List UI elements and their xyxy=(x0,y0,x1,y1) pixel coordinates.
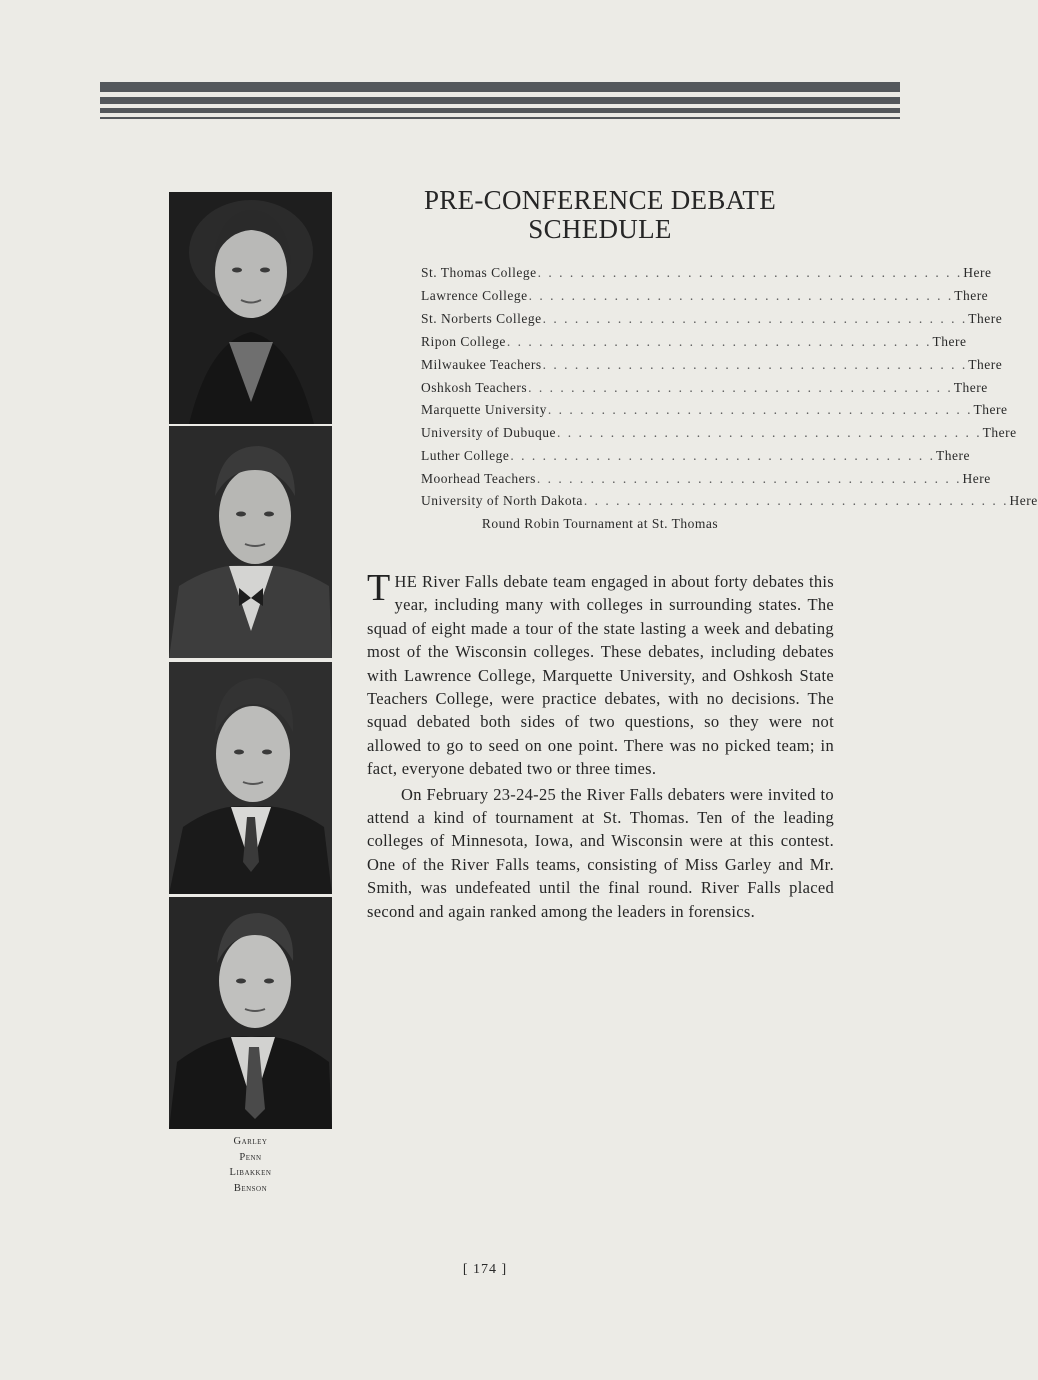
rule-hairline xyxy=(100,117,900,119)
portrait-photo-penn xyxy=(169,426,332,658)
rule-thick xyxy=(100,82,900,92)
paragraph-1 xyxy=(367,567,834,781)
schedule-row xyxy=(421,425,1017,447)
leader-dots: . . . . . . . . . . . . . . . . . . . . . . . . . . . . . . . . . . . . . . . . xyxy=(542,357,968,372)
schedule-venue: There xyxy=(932,334,967,349)
schedule-row xyxy=(421,334,967,356)
schedule-venue: There xyxy=(935,448,970,463)
caption-name: Benson xyxy=(233,1182,268,1194)
leader-dots: . . . . . . . . . . . . . . . . . . . . . . . . . . . . . . . . . . . . . . . . xyxy=(547,402,973,417)
paragraph-1-text: River Falls debate team engaged in about forty debates this year, including many with colleges in surrounding states. The squad of eight made a tour of the state lasting a week and debating most of the Wisconsin colleges. These debates, including debates with Lawrence College, Marquette University, and Oshkosh State Teachers College, were practice debates, with no decisions. The squad debated both sides of two questions, so they were not allowed to go to seed on one point. There was no picked team; in fact, everyone debated two or three times. xyxy=(367,572,834,779)
schedule-team: Milwaukee Teachers xyxy=(421,357,542,372)
schedule-venue: Here xyxy=(963,265,992,280)
schedule-team: Oshkosh Teachers xyxy=(421,380,528,395)
title-line-2: SCHEDULE xyxy=(528,214,672,244)
portrait-captions xyxy=(169,1134,332,1196)
schedule-team: St. Thomas College xyxy=(421,265,537,280)
schedule-venue: Here xyxy=(962,471,991,486)
caption-name: Penn xyxy=(239,1151,262,1163)
schedule-row xyxy=(421,471,991,493)
leader-dots: . . . . . . . . . . . . . . . . . . . . . . . . . . . . . . . . . . . . . . . . xyxy=(528,288,954,303)
schedule-team: Ripon College xyxy=(421,334,506,349)
tournament-note: Round Robin Tournament at St. Thomas xyxy=(481,516,719,531)
leader-dots: . . . . . . . . . . . . . . . . . . . . . . . . . . . . . . . . . . . . . . . . xyxy=(510,448,935,463)
schedule-row xyxy=(421,402,1008,424)
page-number: [ 174 ] xyxy=(462,1262,508,1277)
leader-dots: . . . . . . . . . . . . . . . . . . . . . . . . . . . . . . . . . . . . . . . . xyxy=(537,265,963,280)
schedule-row xyxy=(421,357,1003,379)
schedule-row xyxy=(421,288,989,310)
schedule-row xyxy=(421,448,970,470)
schedule-team: Marquette University xyxy=(421,402,547,417)
schedule-team: Lawrence College xyxy=(421,288,528,303)
article-body xyxy=(367,567,834,923)
page-title xyxy=(370,186,830,244)
schedule-venue: There xyxy=(982,425,1017,440)
caption-name: Garley xyxy=(233,1136,268,1147)
schedule-venue: There xyxy=(973,402,1008,417)
portrait-photo-benson xyxy=(169,897,332,1129)
schedule-venue: There xyxy=(954,288,989,303)
rule-thin xyxy=(100,108,900,113)
schedule-venue: Here xyxy=(1009,493,1038,508)
schedule-team: University of North Dakota xyxy=(421,493,583,508)
lead-smallcaps: HE xyxy=(394,572,418,591)
leader-dots: . . . . . . . . . . . . . . . . . . . . . . . . . . . . . . . . . . . . . . . . xyxy=(542,311,968,326)
schedule-venue: There xyxy=(968,311,1003,326)
title-line-1: PRE-CONFERENCE DEBATE xyxy=(423,185,777,215)
schedule-row xyxy=(421,493,1038,515)
schedule-team: Luther College xyxy=(421,448,510,463)
schedule-team: St. Norberts College xyxy=(421,311,542,326)
schedule-row xyxy=(421,380,988,402)
leader-dots: . . . . . . . . . . . . . . . . . . . . . . . . . . . . . . . . . . . . . . . . xyxy=(536,471,962,486)
portrait-photo-garley xyxy=(169,192,332,424)
leader-dots: . . . . . . . . . . . . . . . . . . . . . . . . . . . . . . . . . . . . . . . . xyxy=(528,380,953,395)
leader-dots: . . . . . . . . . . . . . . . . . . . . . . . . . . . . . . . . . . . . . . . . xyxy=(556,425,982,440)
leader-dots: . . . . . . . . . . . . . . . . . . . . . . . . . . . . . . . . . . . . . . . . xyxy=(506,334,932,349)
schedule-row xyxy=(421,311,1003,333)
paragraph-2: On February 23-24-25 the River Falls debaters were invited to attend a kind of tournament at St. Thomas. Ten of the leading colleges of Minnesota, Iowa, and Wisconsin were at this contest. One of the River Falls teams, consisting of Miss Garley and Mr. Smith, was undefeated until the final round. River Falls placed second and again ranked among the leaders in forensics. xyxy=(367,784,834,921)
rule-medium xyxy=(100,97,900,104)
schedule-team: University of Dubuque xyxy=(421,425,556,440)
drop-cap: T xyxy=(367,567,391,609)
schedule-team: Moorhead Teachers xyxy=(421,471,536,486)
schedule-venue: There xyxy=(968,357,1003,372)
schedule-row xyxy=(421,265,992,287)
portrait-photo-libakken xyxy=(169,662,332,894)
leader-dots: . . . . . . . . . . . . . . . . . . . . . . . . . . . . . . . . . . . . . . . . xyxy=(583,493,1009,508)
caption-name: Libakken xyxy=(229,1167,272,1178)
schedule-venue: There xyxy=(953,380,988,395)
